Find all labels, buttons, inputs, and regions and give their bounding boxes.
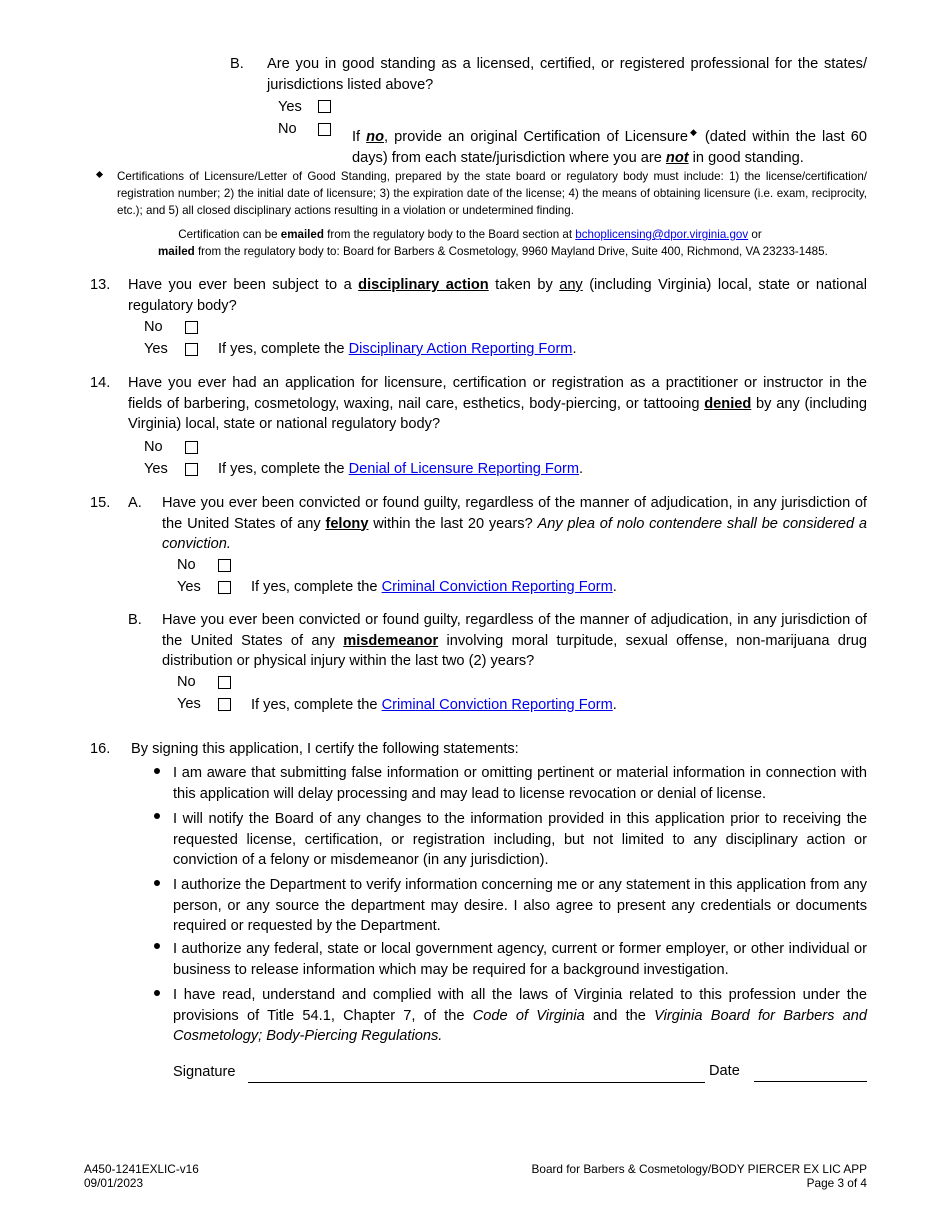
q15a-yes-label: Yes [177,579,201,595]
q15b-yes-checkbox[interactable] [218,698,231,711]
q12b-yes-label: Yes [278,99,302,115]
footer-board: Board for Barbers & Cosmetology/BODY PIERCER EX LIC APP [531,1162,867,1176]
q15b-question: Have you ever been convicted or found guilty, regardless of the manner of adjudication, in any jurisdiction of the United States of any misdemeanor involving moral turpitude, sexual offense, non-marijuana drug distribution or physical injury within the last two (2) years? [162,612,867,669]
signature-label: Signature [173,1064,236,1080]
q12b-yes-checkbox[interactable] [318,100,331,113]
q14-question: Have you ever had an application for licensure, certification or registration as a practitioner or instructor in the fields of barbering, cosmetology, waxing, nail care, esthetics, body-piercing, or tattooing denied by any (including Virginia) local, state or national regulatory body? [128,375,867,432]
q16-statement-1: I am aware that submitting false information or omitting pertinent or material information in connection with this application will delay processing and may lead to license revocation or denial of license. [173,765,867,802]
q15a-question: Have you ever been convicted or found guilty, regardless of the manner of adjudication, in any jurisdiction of the United States of any felony within the last 20 years? Any plea of nolo contendere shall be considered a conviction. [162,495,867,552]
bullet-icon [154,943,160,949]
q15a-no-label: No [177,557,196,573]
bullet-icon [154,990,160,996]
q16-intro: By signing this application, I certify the following statements: [131,741,519,757]
q14-yes-checkbox[interactable] [185,463,198,476]
q15a-letter: A. [128,495,142,511]
q16-statement-3: I authorize the Department to verify information concerning me or any statement in this application from any person, or any source the department may desire. I also agree to present any credentials or documents required or requested by the Department. [173,877,867,934]
footnote-certification-line-1: Certification can be emailed from the regulatory body to the Board section at bchoplicensing@dpor.virginia.gov or [178,228,762,241]
q13-if-yes: If yes, complete the Disciplinary Action Reporting Form. [218,341,577,357]
q12b-letter: B. [230,56,244,72]
criminal-conviction-form-link-misdemeanor[interactable]: Criminal Conviction Reporting Form [381,697,613,713]
q12b-no-label: No [278,121,297,137]
q13-no-label: No [144,319,163,335]
disciplinary-action-form-link[interactable]: Disciplinary Action Reporting Form [348,341,573,357]
signature-line[interactable] [248,1082,705,1083]
q14-no-label: No [144,439,163,455]
q12b-question: Are you in good standing as a licensed, certified, or registered professional for the states/ jurisdictions listed above? [267,56,867,93]
bullet-icon [154,880,160,886]
q15b-letter: B. [128,612,142,628]
footer-date: 09/01/2023 [84,1176,144,1190]
footnote-text: Certifications of Licensure/Letter of Good Standing, prepared by the state board or regulatory body must include: 1) the license/certification/ registration number; 2) the initial date of licensure; 3) the expiration date of the license; 4) the means of obtaining licensure (i.e. exam, reciprocity, etc.); and 5) all closed disciplinary actions resulting in a violation or undetermined finding. [117,170,867,217]
q16-statement-4: I authorize any federal, state or local government agency, current or former employer, or other individual or business to release information which may be required for a background investigation. [173,941,867,978]
q12b-no-checkbox[interactable] [318,123,331,136]
q15b-if-yes: If yes, complete the Criminal Conviction Reporting Form. [251,697,617,713]
q16-statement-5: I have read, understand and complied with all the laws of Virginia related to this profession under the provisions of Title 54.1, Chapter 7, of the Code of Virginia and the Virginia Board for Barbers and Cosmetology; Body-Piercing Regulations. [173,987,867,1044]
footnote-certification-line-2: mailed from the regulatory body to: Board for Barbers & Cosmetology, 9960 Mayland Drive, Suite 400, Richmond, VA 23233-1485. [158,245,828,258]
q13-yes-checkbox[interactable] [185,343,198,356]
q14-number: 14. [90,375,111,391]
q15b-no-checkbox[interactable] [218,676,231,689]
footnote-diamond-icon [96,171,103,178]
bullet-icon [154,813,160,819]
board-email-link[interactable]: bchoplicensing@dpor.virginia.gov [575,228,749,241]
q16-statement-2: I will notify the Board of any changes to the information provided in this application prior to receiving the requested license, certification, or registration including, but not limited to any disciplinary action or conviction of a felony or misdemeanor (in any jurisdiction). [173,811,867,868]
q13-number: 13. [90,277,111,293]
q14-if-yes: If yes, complete the Denial of Licensure Reporting Form. [218,461,584,477]
q12b-if-no-instructions: If no, provide an original Certification of Licensure◆ (dated within the last 60 days) from each state/jurisdiction where you are not in good standing. [352,127,867,166]
bullet-icon [154,768,160,774]
q15a-no-checkbox[interactable] [218,559,231,572]
criminal-conviction-form-link-felony[interactable]: Criminal Conviction Reporting Form [381,579,613,595]
q13-yes-label: Yes [144,341,168,357]
q16-number: 16. [90,741,111,757]
q15b-no-label: No [177,674,196,690]
denial-of-licensure-form-link[interactable]: Denial of Licensure Reporting Form [348,461,579,477]
q15a-yes-checkbox[interactable] [218,581,231,594]
footer-form-id: A450-1241EXLIC-v16 [84,1162,199,1176]
date-line[interactable] [754,1081,867,1082]
q15b-yes-label: Yes [177,696,201,712]
q13-no-checkbox[interactable] [185,321,198,334]
q15a-if-yes: If yes, complete the Criminal Conviction Reporting Form. [251,579,617,595]
footnote-marker-icon: ◆ [687,127,699,137]
q15-number: 15. [90,495,111,511]
q13-question: Have you ever been subject to a disciplinary action taken by any (including Virginia) local, state or national regulatory body? [128,277,867,314]
q14-yes-label: Yes [144,461,168,477]
footer-page-number: Page 3 of 4 [806,1176,867,1190]
q14-no-checkbox[interactable] [185,441,198,454]
date-label: Date [709,1063,740,1079]
